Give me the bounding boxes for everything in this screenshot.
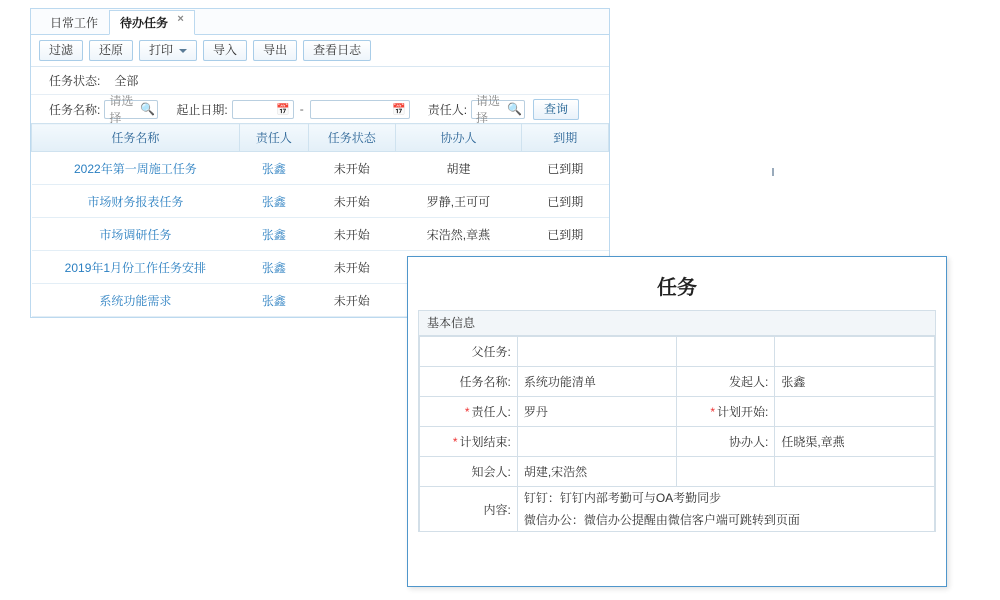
task-name-input-placeholder: 请选择 (109, 94, 134, 125)
export-button-label: 导出 (263, 43, 288, 57)
detail-body (418, 310, 936, 532)
assistants-cell: 罗静,王可可 (395, 185, 522, 218)
required-mark: * (710, 405, 715, 419)
task-name-cell[interactable]: 2022年第一周施工任务 (32, 152, 240, 185)
tab-pending-tasks[interactable] (109, 10, 195, 35)
status-cell: 未开始 (308, 185, 395, 218)
status-label: 任务状态: (49, 74, 101, 88)
assistant-label: 协办人: (677, 427, 775, 457)
search-icon[interactable]: 🔍 (507, 102, 523, 116)
informed-label: 知会人: (420, 457, 518, 487)
detail-row-owner (420, 397, 935, 427)
task-name-cell[interactable]: 市场调研任务 (32, 218, 240, 251)
owner-input[interactable] (471, 94, 525, 125)
search-button[interactable]: 查询 (533, 99, 579, 120)
plan-end-label (420, 427, 518, 457)
calendar-icon[interactable]: 📅 (275, 103, 290, 116)
owner-cell[interactable]: 张鑫 (239, 284, 308, 317)
parent-task-value[interactable] (517, 337, 677, 367)
task-name-label: 任务名称: (49, 102, 101, 117)
content-value[interactable] (517, 487, 934, 532)
dialog-title: 任务 (657, 277, 697, 299)
content-line-2: 微信办公：微信办公提醒由微信客户端可跳转到页面 (523, 513, 800, 527)
owner-cell[interactable]: 张鑫 (239, 218, 308, 251)
due-cell: 已到期 (522, 218, 609, 251)
task-name-input[interactable] (104, 94, 158, 125)
table-header-row (32, 124, 609, 152)
chevron-down-icon (179, 49, 187, 53)
column-header-owner[interactable]: 责任人 (239, 124, 308, 152)
owner-value[interactable]: 罗丹 (517, 397, 677, 427)
filter-row-status (31, 67, 609, 95)
plan-start-label-text: 计划开始: (716, 405, 769, 419)
plan-start-label (677, 397, 775, 427)
owner-cell[interactable]: 张鑫 (239, 152, 308, 185)
assistants-cell: 胡建 (395, 152, 522, 185)
owner-cell[interactable]: 张鑫 (239, 251, 308, 284)
plan-start-value[interactable] (775, 397, 935, 427)
detail-row-informed (420, 457, 935, 487)
close-icon[interactable]: × (177, 13, 184, 25)
section-basic-info: 基本信息 (419, 311, 935, 336)
filter-button[interactable] (39, 40, 83, 61)
date-to-input[interactable] (310, 100, 410, 119)
plan-end-label-text: 计划结束: (459, 435, 511, 449)
table-row[interactable] (32, 218, 609, 251)
calendar-icon[interactable]: 📅 (391, 103, 406, 116)
table-row[interactable] (32, 185, 609, 218)
detail-row-content (420, 487, 935, 532)
import-button-label: 导入 (213, 43, 238, 57)
restore-button-label: 还原 (99, 43, 124, 57)
tab-pending-tasks-label: 待办任务 (120, 16, 169, 30)
initiator-value[interactable]: 张鑫 (775, 367, 935, 397)
plan-end-value[interactable] (517, 427, 677, 457)
owner-cell[interactable]: 张鑫 (239, 185, 308, 218)
required-mark: * (452, 435, 458, 449)
assistant-value[interactable]: 任晓渠,章燕 (775, 427, 935, 457)
tab-daily-work[interactable] (39, 10, 109, 35)
cursor-caret (772, 168, 774, 176)
status-value[interactable]: 全部 (114, 74, 139, 88)
toolbar (31, 35, 609, 67)
import-button[interactable] (203, 40, 247, 61)
initiator-label: 发起人: (677, 367, 775, 397)
search-icon[interactable]: 🔍 (140, 102, 156, 116)
column-header-status[interactable]: 任务状态 (308, 124, 395, 152)
detail-row-parent-task (420, 337, 935, 367)
date-from-input[interactable] (232, 100, 294, 119)
date-range-separator: - (299, 102, 304, 116)
status-cell: 未开始 (308, 152, 395, 185)
task-name-cell[interactable]: 系统功能需求 (32, 284, 240, 317)
column-header-name[interactable]: 任务名称 (32, 124, 240, 152)
status-cell: 未开始 (308, 218, 395, 251)
column-header-due[interactable]: 到期 (522, 124, 609, 152)
owner-input-placeholder: 请选择 (476, 94, 501, 125)
task-name-value[interactable]: 系统功能清单 (517, 367, 677, 397)
restore-button[interactable] (89, 40, 133, 61)
task-name-label: 任务名称: (420, 367, 518, 397)
print-button[interactable] (139, 40, 197, 61)
empty-cell (677, 337, 775, 367)
export-button[interactable] (253, 40, 297, 61)
detail-row-plan-end (420, 427, 935, 457)
owner-label (420, 397, 518, 427)
content-line-1: 钉钉：钉钉内部考勤可与OA考勤同步 (523, 491, 722, 505)
parent-task-label: 父任务: (420, 337, 518, 367)
task-detail-dialog (407, 256, 947, 587)
column-header-assistants[interactable]: 协办人 (395, 124, 522, 152)
filter-button-label: 过滤 (49, 43, 74, 57)
tab-daily-work-label: 日常工作 (50, 16, 99, 30)
print-button-label: 打印 (149, 43, 174, 57)
task-name-cell[interactable]: 2019年1月份工作任务安排 (32, 251, 240, 284)
empty-cell (775, 337, 935, 367)
content-label: 内容: (420, 487, 518, 532)
tab-bar (31, 9, 609, 35)
required-mark: * (464, 405, 470, 419)
detail-table (419, 336, 935, 532)
status-cell: 未开始 (308, 284, 395, 317)
owner-label: 责任人: (427, 102, 468, 117)
due-cell: 已到期 (522, 185, 609, 218)
view-log-button[interactable] (303, 40, 371, 61)
informed-value[interactable]: 胡建,宋浩然 (517, 457, 677, 487)
table-row[interactable] (32, 152, 609, 185)
filter-row-query (31, 95, 609, 123)
empty-cell (775, 457, 935, 487)
detail-row-task-name (420, 367, 935, 397)
empty-cell (677, 457, 775, 487)
owner-label-text: 责任人: (471, 405, 511, 419)
status-cell: 未开始 (308, 251, 395, 284)
due-cell: 已到期 (522, 152, 609, 185)
assistants-cell: 宋浩然,章燕 (395, 218, 522, 251)
task-name-cell[interactable]: 市场财务报表任务 (32, 185, 240, 218)
view-log-button-label: 查看日志 (313, 43, 362, 57)
date-range-label: 起止日期: (176, 102, 228, 117)
